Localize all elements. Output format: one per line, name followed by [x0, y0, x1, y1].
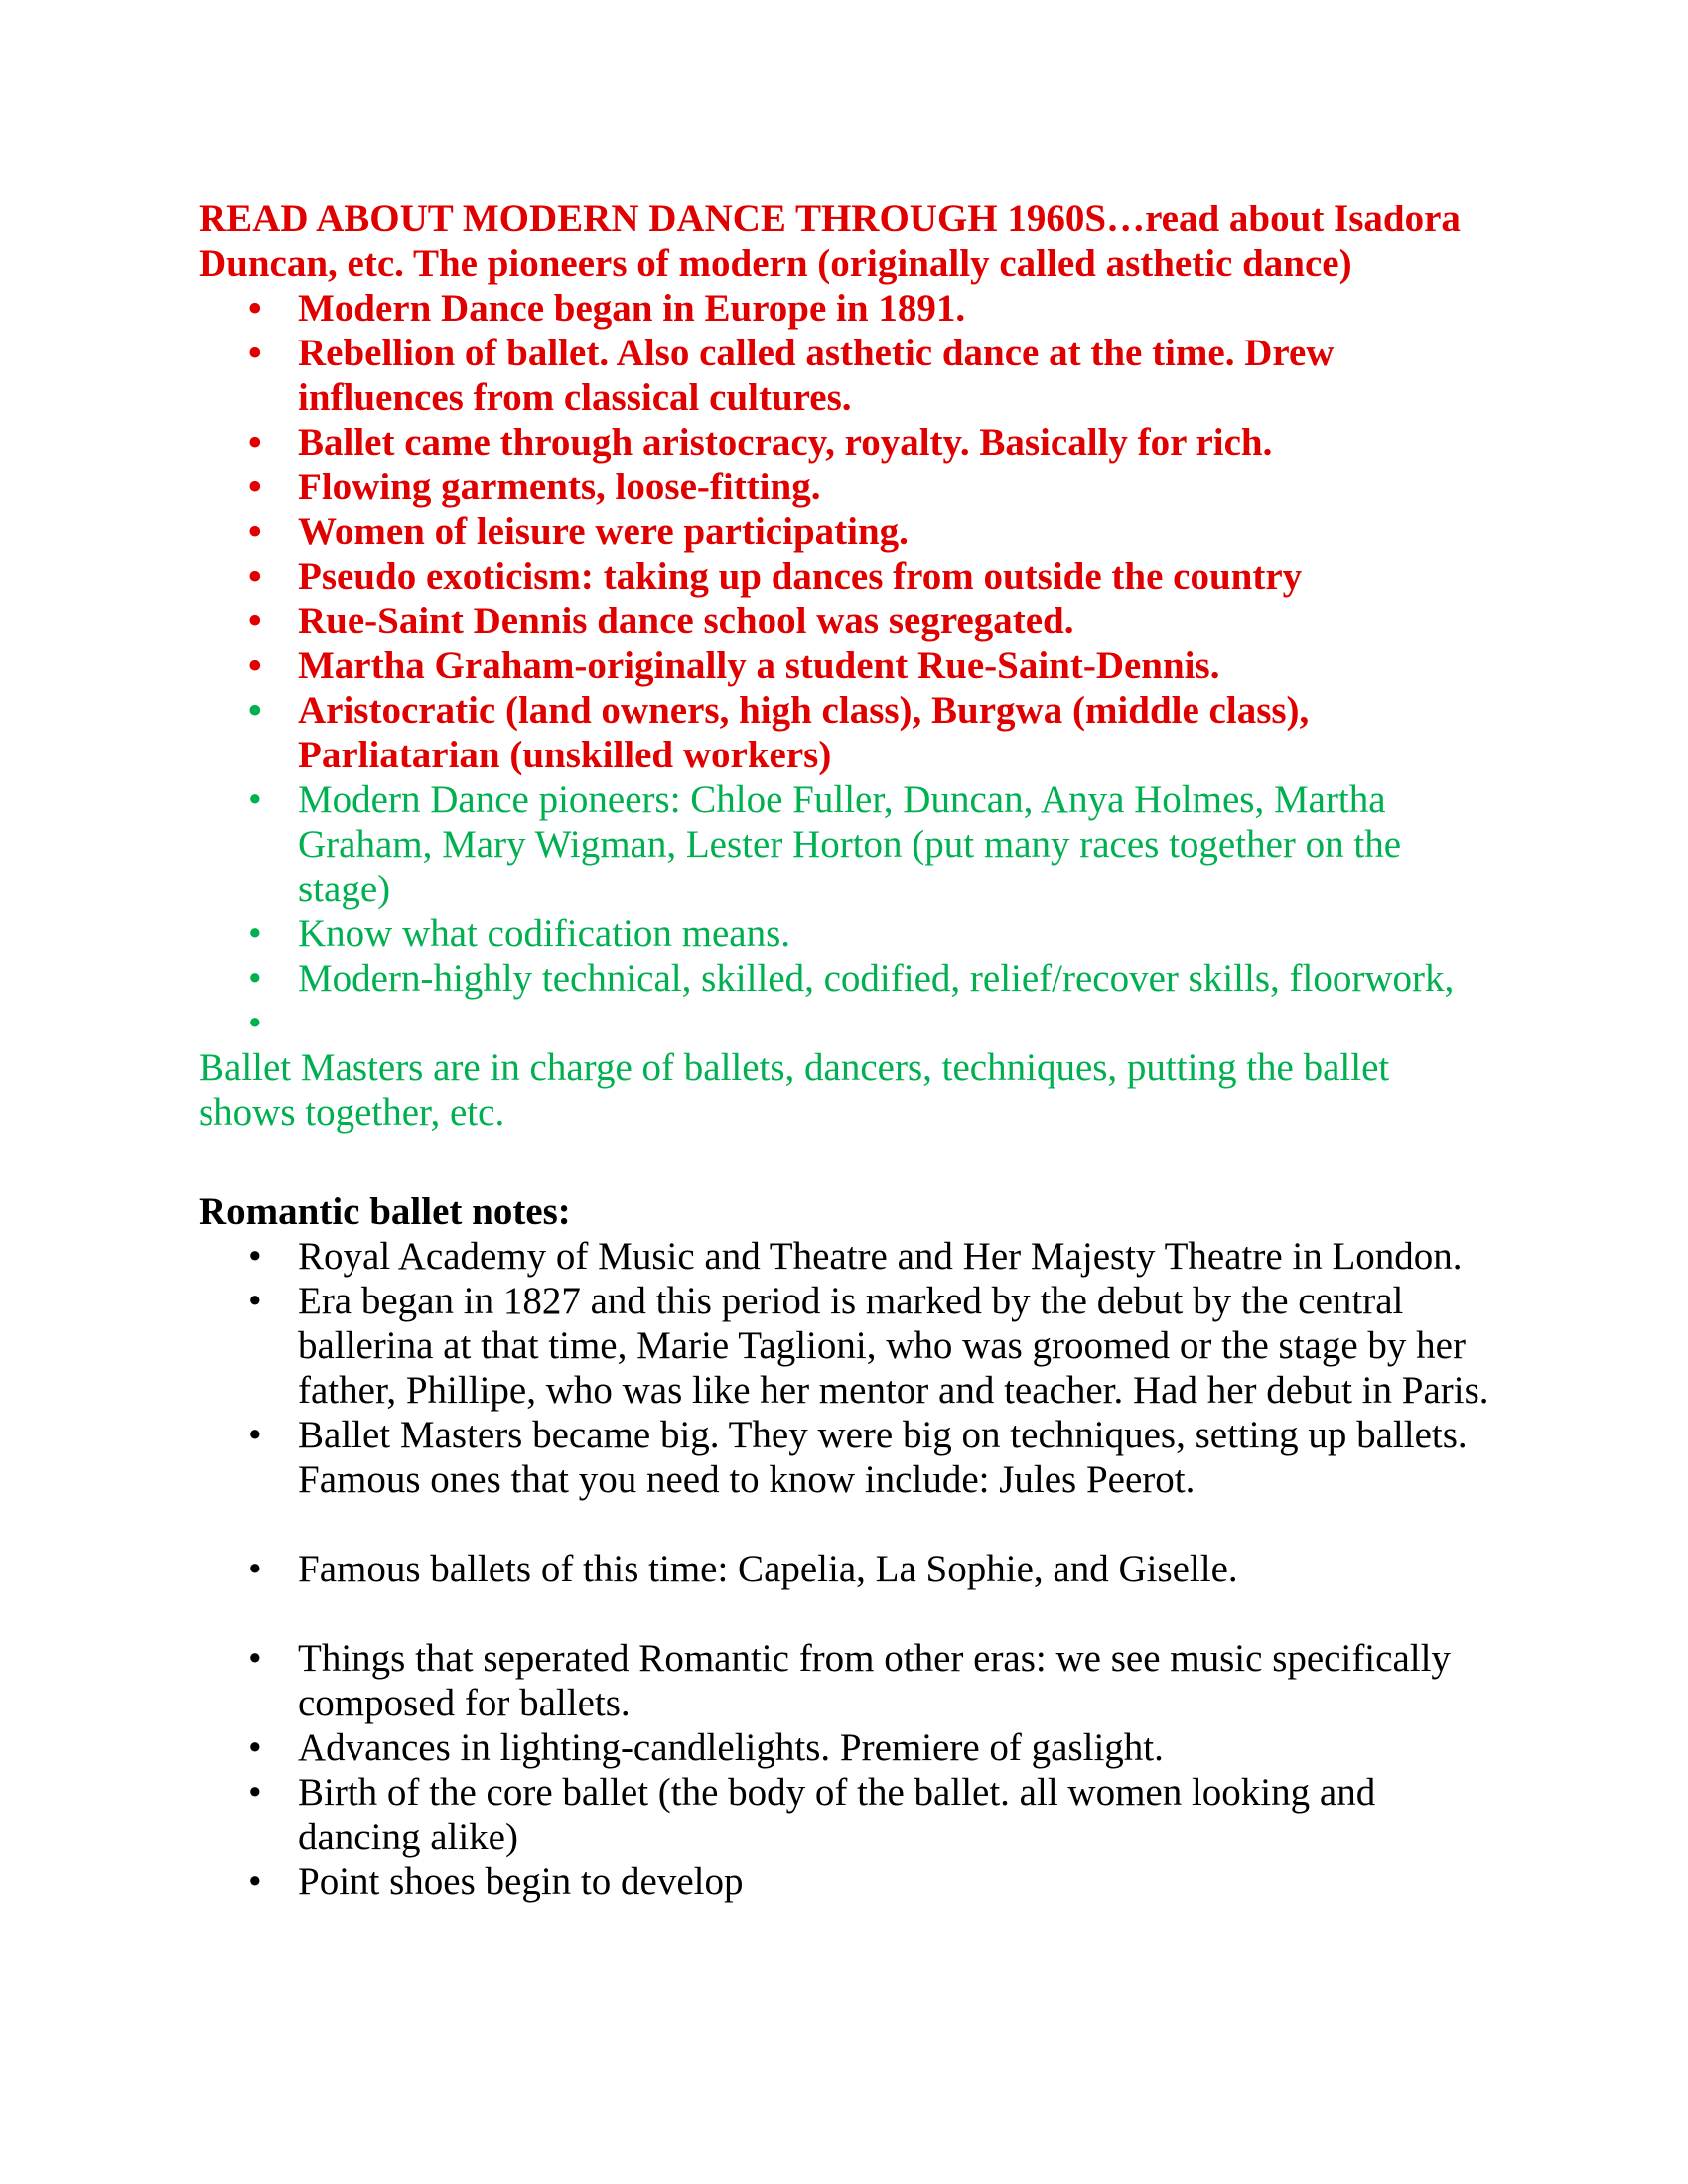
list-item-text: Famous ballets of this time: Capelia, La Sophie, and Giselle.	[298, 1548, 1238, 1590]
bullet-icon: •	[248, 1548, 262, 1590]
list-item	[199, 420, 1489, 465]
bullet-icon: •	[248, 1235, 262, 1278]
list-item	[199, 1636, 1489, 1725]
list-item	[199, 1859, 1489, 1904]
bullet-icon: •	[248, 778, 262, 821]
list-item	[199, 286, 1489, 331]
list-item	[199, 956, 1489, 1001]
list-item	[199, 1725, 1489, 1770]
bullet-icon: •	[248, 1002, 262, 1044]
list-item	[199, 554, 1489, 599]
list-item	[199, 1413, 1489, 1502]
list-item	[199, 599, 1489, 643]
list-item	[199, 688, 1489, 777]
list-item	[199, 509, 1489, 554]
list-item-text: Modern Dance began in Europe in 1891.	[298, 287, 966, 330]
list-item-text: Flowing garments, loose-fitting.	[298, 466, 821, 508]
list-item	[199, 1001, 1489, 1045]
modern-dance-heading: READ ABOUT MODERN DANCE THROUGH 1960S…read about Isadora Duncan, etc. The pioneers of modern (originally called asthetic dance)	[199, 198, 1461, 285]
list-item	[199, 777, 1489, 911]
list-item-text	[298, 1001, 1489, 1045]
bullet-icon: •	[248, 1280, 262, 1322]
list-item-text: Advances in lighting-candlelights. Premiere of gaslight.	[298, 1726, 1164, 1769]
ballet-masters-note: Ballet Masters are in charge of ballets, dancers, techniques, putting the ballet shows together, etc.	[199, 1046, 1390, 1134]
list-item-text: Martha Graham-originally a student Rue-Saint-Dennis.	[298, 644, 1220, 687]
bullet-icon: •	[248, 332, 262, 374]
bullet-icon: •	[248, 1637, 262, 1680]
list-item	[199, 911, 1489, 956]
bullet-icon: •	[248, 510, 262, 553]
romantic-ballet-heading: Romantic ballet notes:	[199, 1190, 571, 1233]
list-item-text: Pseudo exoticism: taking up dances from outside the country	[298, 555, 1303, 598]
bullet-icon: •	[248, 644, 262, 687]
bullet-icon: •	[248, 1860, 262, 1903]
list-item-text: Era began in 1827 and this period is marked by the debut by the central ballerina at that time, Marie Taglioni, who was groomed or the stage by her father, Phillipe, who was like her mentor and teacher. Had her debut in Paris.	[298, 1280, 1489, 1412]
list-item-text: Birth of the core ballet (the body of the ballet. all women looking and dancing alike)	[298, 1771, 1376, 1858]
bullet-icon: •	[248, 466, 262, 508]
list-item	[199, 331, 1489, 420]
bullet-icon: •	[248, 421, 262, 464]
bullet-icon: •	[248, 689, 262, 732]
romantic-ballet-list	[199, 1234, 1489, 1904]
bullet-icon: •	[248, 1771, 262, 1814]
list-item-text: Point shoes begin to develop	[298, 1860, 744, 1903]
list-item-text: Know what codification means.	[298, 912, 791, 955]
list-item	[199, 643, 1489, 688]
list-item-text: Aristocratic (land owners, high class), Burgwa (middle class), Parliatarian (unskilled workers)	[298, 689, 1310, 776]
list-item	[199, 465, 1489, 509]
bullet-icon: •	[248, 957, 262, 1000]
bullet-icon: •	[248, 912, 262, 955]
list-item-text: Things that seperated Romantic from other eras: we see music specifically composed for ballets.	[298, 1637, 1451, 1724]
list-item-text: Ballet Masters became big. They were big on techniques, setting up ballets. Famous ones that you need to know include: Jules Peerot.	[298, 1414, 1468, 1501]
list-item	[199, 1770, 1489, 1859]
list-item	[199, 1279, 1489, 1413]
bullet-icon: •	[248, 1726, 262, 1769]
list-item	[199, 1234, 1489, 1279]
list-item-text: Rue-Saint Dennis dance school was segregated.	[298, 600, 1074, 642]
document-content	[199, 197, 1489, 1904]
bullet-icon: •	[248, 600, 262, 642]
list-item-text: Rebellion of ballet. Also called asthetic dance at the time. Drew influences from classical cultures.	[298, 332, 1335, 419]
list-item-text: Modern-highly technical, skilled, codified, relief/recover skills, floorwork,	[298, 957, 1455, 1000]
list-item-text: Royal Academy of Music and Theatre and Her Majesty Theatre in London.	[298, 1235, 1463, 1278]
bullet-icon: •	[248, 555, 262, 598]
list-item-text: Ballet came through aristocracy, royalty. Basically for rich.	[298, 421, 1273, 464]
bullet-icon: •	[248, 1414, 262, 1456]
list-item	[199, 1547, 1489, 1591]
list-item-text: Women of leisure were participating.	[298, 510, 909, 553]
modern-dance-list	[199, 286, 1489, 1045]
bullet-icon: •	[248, 287, 262, 330]
list-item-text: Modern Dance pioneers: Chloe Fuller, Duncan, Anya Holmes, Martha Graham, Mary Wigman, Lester Horton (put many races together on the stage)	[298, 778, 1402, 910]
